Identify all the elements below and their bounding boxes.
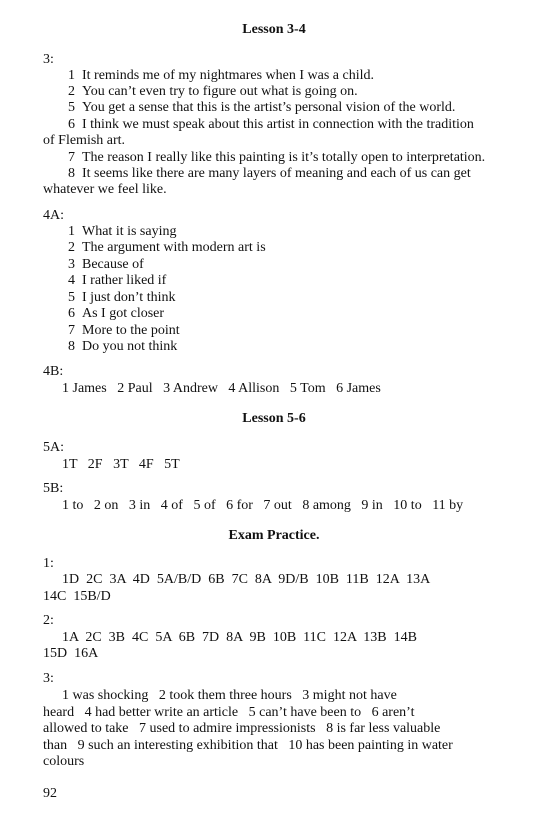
section-3-label: 3: <box>43 52 54 67</box>
exam-q2-answers-line2: 15D 16A <box>43 646 99 661</box>
section-4b-answers: 1 James 2 Paul 3 Andrew 4 Allison 5 Tom 6 James <box>62 381 381 396</box>
list-item: 6 I think we must speak about this artist in connection with the tradition <box>68 117 474 132</box>
list-item: 4 I rather liked if <box>68 273 167 288</box>
exam-q1-answers-line2: 14C 15B/D <box>43 589 111 604</box>
section-5a-label: 5A: <box>43 440 64 455</box>
list-item: 6 As I got closer <box>68 306 165 321</box>
list-item: 7 The reason I really like this painting is it’s totally open to interpretation. <box>68 150 486 165</box>
lesson-5-6-heading: Lesson 5-6 <box>242 411 306 426</box>
list-item: 8 Do you not think <box>68 339 178 354</box>
page-number: 92 <box>43 786 57 801</box>
list-item: 2 The argument with modern art is <box>68 240 266 255</box>
list-item: 1 It reminds me of my nightmares when I was a child. <box>68 68 374 83</box>
exam-q3-line: colours <box>43 754 85 769</box>
list-item: 2 You can’t even try to figure out what is going on. <box>68 84 358 99</box>
exam-q3-line: 1 was shocking 2 took them three hours 3 might not have <box>62 688 397 703</box>
exam-q1-label: 1: <box>43 556 54 571</box>
exam-q3-line: allowed to take 7 used to admire impressionists 8 is far less valuable <box>43 721 441 736</box>
list-item: 5 You get a sense that this is the artist’s personal vision of the world. <box>68 100 456 115</box>
list-item: 8 It seems like there are many layers of meaning and each of us can get <box>68 166 471 181</box>
exam-q2-answers-line1: 1A 2C 3B 4C 5A 6B 7D 8A 9B 10B 11C 12A 13B 14B <box>62 630 417 645</box>
section-5b-answers: 1 to 2 on 3 in 4 of 5 of 6 for 7 out 8 among 9 in 10 to 11 by <box>62 498 464 513</box>
list-item: 5 I just don’t think <box>68 290 176 305</box>
list-item-continuation: of Flemish art. <box>43 133 126 148</box>
section-4a-label: 4A: <box>43 208 64 223</box>
list-item: 1 What it is saying <box>68 224 177 239</box>
exam-q1-answers-line1: 1D 2C 3A 4D 5A/B/D 6B 7C 8A 9D/B 10B 11B 12A 13A <box>62 572 431 587</box>
list-item: 3 Because of <box>68 257 144 272</box>
section-5b-label: 5B: <box>43 481 64 496</box>
section-5a-answers: 1T 2F 3T 4F 5T <box>62 457 180 472</box>
exam-q3-line: than 9 such an interesting exhibition that 10 has been painting in water <box>43 738 453 753</box>
list-item: 7 More to the point <box>68 323 180 338</box>
exam-practice-heading: Exam Practice. <box>228 528 320 543</box>
section-4b-label: 4B: <box>43 364 64 379</box>
exam-q3-label: 3: <box>43 671 54 686</box>
exam-q3-line: heard 4 had better write an article 5 can’t have been to 6 aren’t <box>43 705 415 720</box>
lesson-3-4-heading: Lesson 3-4 <box>242 22 306 37</box>
list-item-continuation: whatever we feel like. <box>43 182 167 197</box>
exam-q2-label: 2: <box>43 613 54 628</box>
